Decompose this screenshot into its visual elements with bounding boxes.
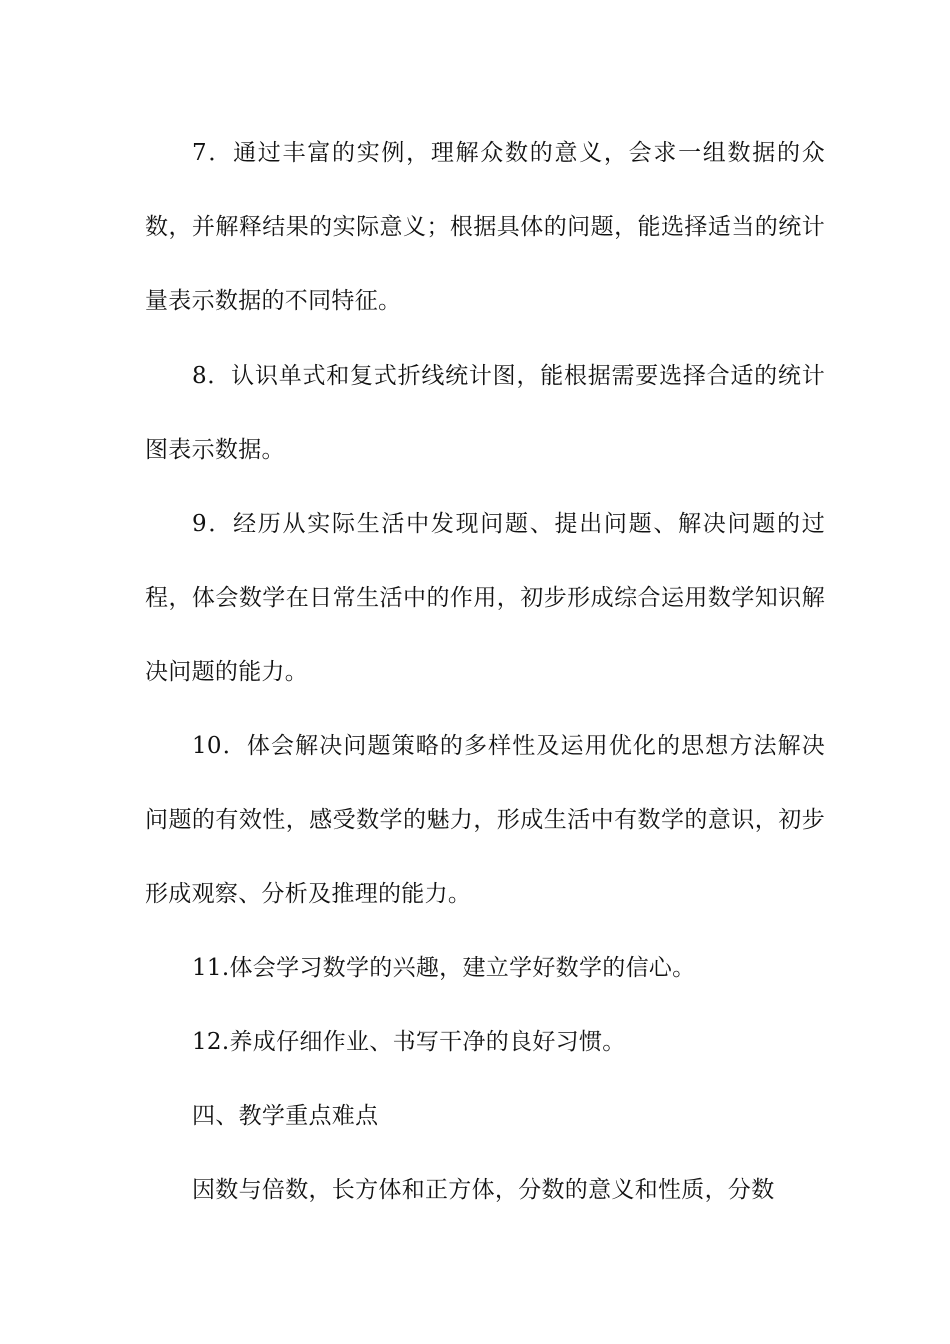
paragraph-item-10: 10．体会解决问题策略的多样性及运用优化的思想方法解决问题的有效性，感受数学的魅力，形成生活中有数学的意识，初步形成观察、分析及推理的能力。 (145, 733, 825, 907)
paragraph-key-points: 因数与倍数，长方体和正方体，分数的意义和性质，分数 (192, 1177, 775, 1203)
paragraph-item-8: 8．认识单式和复式折线统计图，能根据需要选择合适的统计图表示数据。 (145, 363, 825, 463)
paragraph-item-12: 12.养成仔细作业、书写干净的良好习惯。 (192, 1029, 626, 1055)
paragraph-item-9: 9．经历从实际生活中发现问题、提出问题、解决问题的过程，体会数学在日常生活中的作用，初步形成综合运用数学知识解决问题的能力。 (145, 511, 825, 685)
paragraph-item-11: 11.体会学习数学的兴趣，建立学好数学的信心。 (192, 955, 696, 981)
paragraph-item-7: 7．通过丰富的实例，理解众数的意义，会求一组数据的众数，并解释结果的实际意义；根据具体的问题，能选择适当的统计量表示数据的不同特征。 (145, 140, 825, 314)
section-heading: 四、教学重点难点 (192, 1103, 379, 1129)
